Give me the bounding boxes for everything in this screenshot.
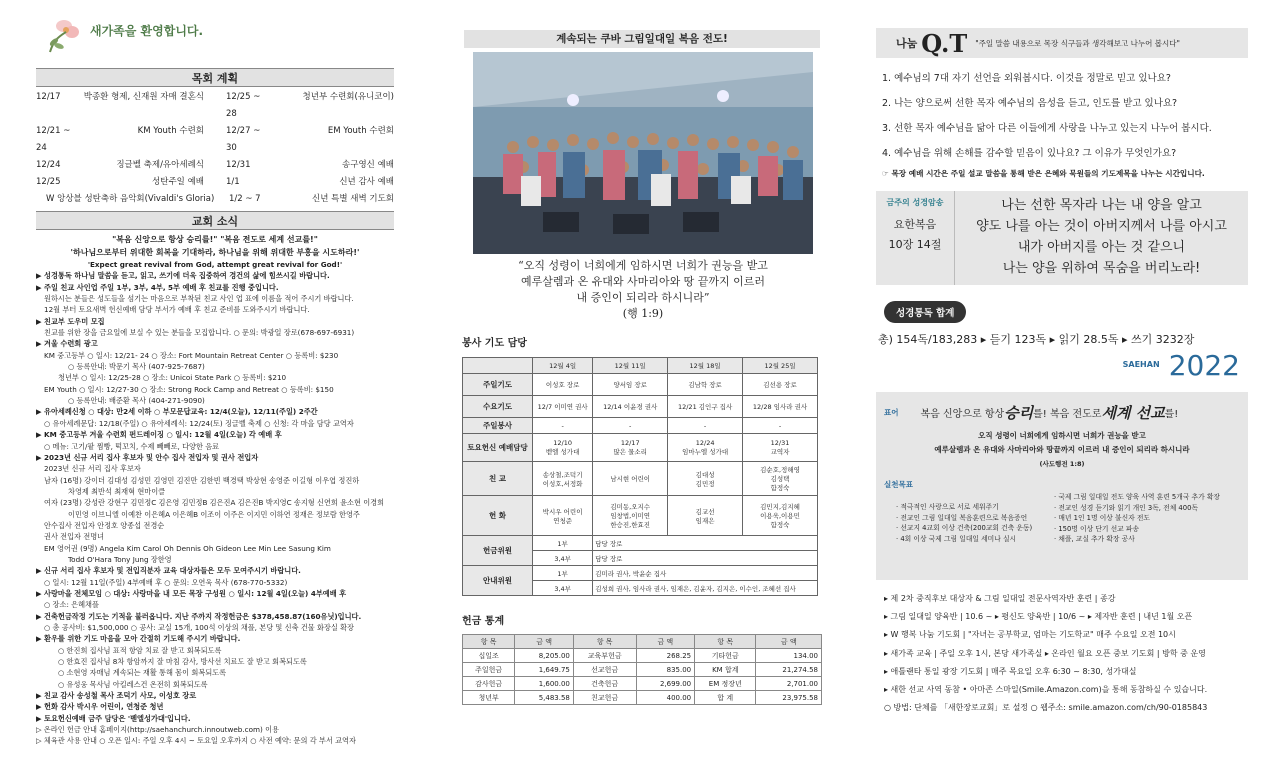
news-line: 원하시는 분들은 성도들을 섬기는 마음으로 부착된 친교 사인 업 표에 이름을 적어 주시기 바랍니다. (44, 294, 354, 304)
news-line: 이민영 이브니엘 이예찬 이은혜A 이은혜B 이조이 이주은 이지민 이하연 정재은 정보람 한영주 (68, 509, 360, 519)
news-line: 친교를 위한 장을 금요일에 보실 수 있는 분들을 모집합니다. ○ 문의: 박광일 장로(678-697-6931) (44, 328, 355, 338)
schedule-date: 12/21 ~ 24 (36, 126, 71, 153)
schedule-row (36, 157, 394, 174)
goal-item: · 매년 1인 1명 이상 불신자 전도 (1054, 514, 1150, 522)
goal-item: · 전교인 그림 일대일 복음훈련으로 복음증언 (896, 513, 1028, 522)
news-line: 여자 (23명) 강성란 강현구 김민정C 김은영 김민정B 김은진A 김은진B 박지영C 송지형 신연희 윤소현 이경희 (44, 498, 385, 508)
schedule-row (36, 123, 394, 157)
prayer-cell: 12/28 임사라 권사 (743, 396, 818, 418)
ministry-news (876, 590, 1248, 717)
prayer-row-label: 수요기도 (463, 396, 533, 418)
offering-header: 항 목 (573, 635, 636, 649)
offering-header: 금 액 (756, 635, 822, 649)
goal-item: · 선교지 4교회 이상 건축(200교회 건축 운동) (896, 524, 1033, 532)
money-names: 담당 장로 (593, 536, 818, 551)
news-line: ○ 유성웅 목사님 아킬레스건 온전히 회복되도록 (58, 679, 208, 689)
schedule-date: 12/25 ~ 28 (226, 92, 261, 119)
mission-group-photo (473, 52, 813, 254)
schedule-row (36, 89, 394, 123)
offering-header: 항 목 (463, 635, 515, 649)
news-line: 권사 전입자 전명녀 (44, 532, 105, 542)
news-line: ▶ 건축헌금작정 기도는 기적을 불러옵니다. 지난 주까지 작정헌금은 $378,458.87(160유닛)입니다. (36, 611, 362, 621)
news-line: ▷ 온라인 헌금 안내 홈페이지(http://saehanchurch.innoutweb.com) 이용 (36, 725, 279, 735)
news-line: ▶ 신규 서리 집사 후보자 및 전입직분자 교육 대상자들은 모두 모여주시기 바랍니다. (36, 566, 301, 576)
offering-cell: 2,701.00 (756, 677, 822, 691)
motto-text-a: 복음 신앙으로 항상 (920, 409, 1005, 420)
goals-left (884, 492, 1054, 545)
motto-verse-ref: (사도행전 1:8) (1039, 460, 1085, 468)
schedule-item: 박종환 형제, 신재원 자매 결혼식 (83, 92, 204, 102)
qt-item: 4. 예수님을 위해 손해를 감수할 믿음이 있나요? 그 이유가 무엇인가요? (882, 148, 1177, 159)
brand-name: SAEHAN (1122, 360, 1160, 369)
prayer-row-label: 주일봉사 (463, 418, 533, 434)
news-line: ▶ 겨울 수련회 광고 (36, 339, 98, 349)
schedule-item: 신년 감사 예배 (339, 177, 394, 187)
motto-verse (884, 429, 1240, 471)
qt-label: 나눔 (896, 37, 918, 50)
brand (876, 349, 1248, 382)
offering-title: 헌금 통계 (462, 616, 505, 627)
offering-cell: 23,975.58 (756, 691, 822, 705)
money-label: 헌금위원 (463, 536, 533, 566)
news-list (36, 230, 394, 747)
offering-cell: 친교헌금 (573, 691, 636, 705)
news-line: 청년부 ○ 일시: 12/25-28 ○ 장소: Unicoi State Park ○ 등록비: $210 (58, 373, 287, 383)
news-line: 안수집사 전입자 안정호 양종섭 전경순 (44, 520, 165, 530)
schedule-date: 12/25 (36, 177, 61, 187)
goal-item: · 국제 그림 일대일 전도 양육 사역 훈련 5개국 추가 확장 (1054, 493, 1220, 501)
offering-cell: 선교헌금 (573, 663, 636, 677)
schedule-date: 1/1 (226, 177, 240, 187)
news-line: ▶ 주일 친교 사인업 주일 1부, 3부, 4부, 5부 예배 후 친교를 진행 중입니다. (36, 282, 279, 292)
ministry-news-item: ▸ 새가족 교육 | 주일 오후 1시, 본당 새가족실 ▸ 온라인 월요 오픈 중보 기도회 | 방학 중 운영 (884, 648, 1206, 658)
money-part: 1부 (533, 536, 593, 551)
ministry-news-item: ▸ 제 2차 중직후보 대상자 & 그림 일대일 전문사역자반 훈련 | 종강 (884, 594, 1116, 603)
prayer-cell: 김대성 김민정 (668, 462, 743, 496)
memory-ref (876, 191, 954, 285)
news-line: 남자 (16명) 강이더 김대성 김성민 김영민 김진만 김한빈 백경택 박상현 송영준 이길형 이우엽 정진하 (44, 475, 360, 485)
schedule-date: W 앙상블 성탄축하 음악회(Vivaldi's Gloria) (46, 194, 215, 204)
offering-cell: 5,483.58 (515, 691, 574, 705)
offering-cell: 2,699.00 (636, 677, 695, 691)
goal-item: · 4회 이상 국제 그림 일대일 세미나 실시 (896, 534, 1017, 543)
motto-label: 표어 (884, 408, 899, 417)
qt-list (876, 66, 1248, 166)
motto-victory: 승리 (1004, 404, 1034, 422)
right-column (876, 0, 1248, 777)
offering-cell: 청년부 (463, 691, 515, 705)
memory-book: 요한복음 (893, 218, 937, 231)
news-line: "복음 신앙으로 항상 승리를!" "복음 전도로 세계 선교를!" (112, 235, 318, 244)
prayer-cell: 12/7 이미연 권사 (533, 396, 593, 418)
goals-list (884, 492, 1240, 545)
prayer-cell: 박시우 어린이 연청준 (533, 496, 593, 536)
prayer-cell: 송상철,조덕기 이성호,서정화 (533, 462, 593, 496)
news-line: ○ 메뉴: 고기/팥 찜빵, 떡꼬치, 수제 빼빼로, 다양한 음료 (44, 441, 220, 451)
prayer-date-header: 12월 25일 (743, 358, 818, 374)
news-line: ▶ 사랑마을 전체모임 ○ 대상: 사랑마을 내 모든 목장 구성원 ○ 일시: 12월 4일(오늘) 4부예배 후 (36, 588, 347, 598)
offering-cell: 주일헌금 (463, 663, 515, 677)
offering-header: 금 액 (636, 635, 695, 649)
ministry-news-item: ▸ W 행복 나눔 기도회 | "자녀는 공부학교, 엄마는 기도학교" 매주 수요일 오전 10시 (884, 630, 1176, 640)
news-line: KM 중고등부 ○ 일시: 12/21- 24 ○ 장소: Fort Mountain Retreat Center ○ 등록비: $230 (44, 350, 339, 360)
prayer-title: 봉사 기도 담당 (462, 338, 527, 349)
news-line: ▶ 친교 감사 송성철 목사 조덕기 사모, 이성호 장로 (36, 691, 197, 701)
prayer-cell: 김남학 장로 (668, 374, 743, 396)
prayer-cell: 12/31 교역자 (743, 434, 818, 462)
prayer-table (462, 357, 818, 596)
bible-reading-stats: 총) 154독/183,283 ▸ 듣기 123독 ▸ 읽기 28.5독 ▸ 쓰기 3232장 (878, 333, 1195, 346)
offering-cell: 합 계 (695, 691, 756, 705)
prayer-cell: 김민지,김지혜 이용욱,이용민 함정숙 (743, 496, 818, 536)
news-line: ○ 유아세례문답: 12/18(주일) ○ 유아세례식: 12/24(토) 징글벨 축제 ○ 신청: 각 마을 담당 교역자 (44, 418, 354, 428)
schedule-row (36, 191, 394, 208)
brand-year: 2022 (1168, 349, 1240, 382)
qt-header (876, 28, 1248, 58)
schedule-list (36, 87, 394, 210)
news-line: ▶ 환우를 위한 기도 마음을 모아 간절히 기도해 주시기 바랍니다. (36, 634, 241, 644)
prayer-header-blank (463, 358, 533, 374)
news-title: 교회 소식 (36, 211, 394, 230)
prayer-row-label: 친 교 (463, 462, 533, 496)
offering-cell: 21,274.58 (756, 663, 822, 677)
news-line: ○ 등록안내: 박문기 목사 (407-925-7687) (68, 362, 205, 372)
guide-part: 3,4부 (533, 581, 593, 596)
goal-item: · 채플, 교실 추가 확장 공사 (1054, 535, 1135, 543)
prayer-cell: 12/24 임마누엘 성가대 (668, 434, 743, 462)
schedule-title: 목회 계획 (36, 68, 394, 87)
news-line: EM Youth ○ 일시: 12/27-30 ○ 장소: Strong Rock Camp and Retreat ○ 등록비: $150 (44, 384, 334, 394)
left-column (36, 0, 394, 777)
prayer-row-label: 주일기도 (463, 374, 533, 396)
news-line: ▶ KM 중고등부 겨울 수련회 펀드레이징 ○ 일시: 12월 4일(오늘) 각 예배 후 (36, 430, 282, 440)
schedule-item: 송구영신 예배 (342, 160, 394, 170)
qt-desc: "주일 말씀 내용으로 목장 식구들과 생각해보고 나누어 봅시다" (975, 38, 1180, 48)
ministry-news-item: ▸ 새한 선교 사역 동참 • 아마존 스마일(Smile.Amazon.com)을 통해 동참하실 수 있습니다. (884, 685, 1208, 695)
qt-note: ☞ 목장 예배 시간은 주일 설교 말씀을 통해 받은 은혜와 묵원들의 기도제목을 나누는 시간입니다. (882, 169, 1205, 178)
money-part: 3,4부 (533, 551, 593, 566)
ministry-news-item: ○ 방법: 단체를 「새한장로교회」로 설정 ○ 웹주소: smile.amazon.com/ch/90-0185843 (884, 703, 1208, 713)
prayer-row-label: 헌 화 (463, 496, 533, 536)
news-line: 'Expect great revival from God, attempt great revival for God!' (87, 260, 343, 269)
news-line: EM 영어권 (9명) Angela Kim Carol Oh Dennis Oh Gideon Lee Min Lee Sasung Kim (44, 543, 331, 553)
motto-mission: 세계 선교 (1101, 404, 1165, 422)
memory-line: 내가 아버지를 아는 것 같으니 (1017, 240, 1186, 255)
offering-table (462, 634, 822, 705)
offering-cell: 134.00 (756, 649, 822, 663)
mission-verse (462, 258, 824, 322)
schedule-item: 청년부 수련회(유니코이) (302, 92, 394, 102)
flower-icon (44, 14, 84, 54)
offering-cell: 1,600.00 (515, 677, 574, 691)
offering-cell: 교육부헌금 (573, 649, 636, 663)
prayer-cell: 이성호 장로 (533, 374, 593, 396)
prayer-cell: - (533, 418, 593, 434)
offering-cell: 기타헌금 (695, 649, 756, 663)
prayer-cell: 김순호,정해영 김성택 함정숙 (743, 462, 818, 496)
offering-cell: 400.00 (636, 691, 695, 705)
news-line: 12월 부터 토요새벽 헌신예배 담당 부서가 예배 후 친교 준비를 도와주시기 바랍니다. (44, 305, 310, 315)
prayer-date-header: 12월 4일 (533, 358, 593, 374)
schedule-item: 성탄주일 예배 (152, 177, 204, 187)
guide-label: 안내위원 (463, 566, 533, 596)
offering-cell: 감사헌금 (463, 677, 515, 691)
offering-cell: KM 합계 (695, 663, 756, 677)
schedule-date: 1/2 ~ 7 (228, 194, 261, 204)
schedule-item: KM Youth 수련회 (137, 126, 204, 136)
memory-line: 나는 선한 목자라 나는 내 양을 알고 (1001, 198, 1202, 213)
schedule-date: 12/24 (36, 160, 61, 170)
prayer-cell: 12/14 이윤경 권사 (593, 396, 668, 418)
verse-line: “오직 성령이 너희에게 임하시면 너희가 권능을 받고 (518, 259, 768, 272)
welcome-header (36, 0, 394, 68)
news-line: Todd O'Hara Tony Jung 장한영 (68, 554, 172, 564)
qt-item: 3. 선한 목자 예수님을 닮아 다른 이들에게 사랑을 나누고 있는지 나누어 봅시다. (882, 123, 1212, 134)
offering-cell: 1,649.75 (515, 663, 574, 677)
schedule-item: 징글벨 축제/유아세례식 (116, 160, 204, 170)
guide-names: 김미라 권사, 박윤순 집사 (593, 566, 818, 581)
motto-text-e: 를! (1164, 409, 1179, 420)
goal-item: · 적극적인 사랑으로 서로 세워주기 (896, 503, 999, 511)
prayer-date-header: 12월 11일 (593, 358, 668, 374)
offering-cell: 건축헌금 (573, 677, 636, 691)
prayer-cell: 양서임 장로 (593, 374, 668, 396)
offering-cell: EM 정장년 (695, 677, 756, 691)
offering-cell: 십일조 (463, 649, 515, 663)
prayer-cell: - (593, 418, 668, 434)
news-line: ○ 장소: 은혜채플 (44, 600, 99, 610)
offering-cell: 835.00 (636, 663, 695, 677)
news-line: ○ 일시: 12월 11일(주일) 4부예배 후 ○ 문의: 오연욱 목사 (678-770-5332) (44, 577, 288, 587)
qt-item: 1. 예수님의 7대 자기 선언을 외워봅시다. 이것을 정말로 믿고 있나요? (882, 73, 1171, 84)
memory-text (954, 191, 1248, 285)
memory-line: 양도 나를 아는 것이 아버지께서 나를 아시고 (976, 219, 1227, 234)
news-line: ○ 한효진 집사님 8차 항암까지 잘 마침 감사, 방사선 치료도 잘 받고 회복되도록 (58, 657, 307, 667)
mission-title: 계속되는 쿠바 그림일대일 복음 전도! (464, 30, 820, 48)
news-line: ○ 등록안내: 배준환 목사 (404-271-9090) (68, 396, 205, 406)
ministry-news-item: ▸ 그림 일대일 양육반 | 10.6 ~ ▸ 평신도 양육반 | 10/6 ~ ▸ 제자반 훈련 | 내년 1월 오픈 (884, 612, 1193, 622)
prayer-cell: - (743, 418, 818, 434)
schedule-date: 12/31 (226, 160, 251, 170)
verse-line: 예루살렘과 온 유대와 사마리아와 땅 끝까지 이르러 (520, 275, 766, 288)
money-names: 담당 장로 (593, 551, 818, 566)
prayer-cell: 12/17 많은 물소리 (593, 434, 668, 462)
news-line: ▷ 체육관 사용 안내 ○ 오픈 일시: 주일 오후 4시 ~ 토요일 오후까지 ○ 사전 예약: 문의 각 부서 교역자 (36, 736, 356, 746)
news-line: 2023년 신규 서리 집사 후보자 (44, 464, 141, 474)
prayer-date-header: 12월 18일 (668, 358, 743, 374)
news-line: ▶ 2023년 신규 서리 집사 후보자 및 안수 집사 전입자 및 권사 전입자 (36, 452, 259, 462)
schedule-date: 12/27 ~ 30 (226, 126, 261, 153)
news-line: ▶ 헌화 감사 박시우 어린이, 연청준 청년 (36, 702, 164, 712)
offering-header: 금 액 (515, 635, 574, 649)
motto-line (884, 402, 1240, 423)
goal-item: · 150명 이상 단기 선교 파송 (1054, 524, 1140, 533)
schedule-item: 신년 특별 새벽 기도회 (312, 194, 394, 204)
motto-verse-line: 오직 성령이 너희에게 임하시면 너희가 권능을 받고 (978, 431, 1146, 440)
verse-line: 내 증인이 되리라 하시니라” (576, 291, 710, 304)
qt-item: 2. 나는 양으로써 선한 목자 예수님의 음성을 듣고, 인도를 받고 있나요? (882, 98, 1178, 109)
prayer-row-label: 토요헌신 예배담당 (463, 434, 533, 462)
verse-ref: (행 1:9) (622, 307, 664, 320)
news-line: ○ 한진희 집사님 표적 항암 치료 잘 받고 회복되도록 (58, 645, 222, 655)
schedule-date: 12/17 (36, 92, 61, 102)
news-line: ○ 소현영 자매님 계속되는 재활 통해 몸이 회복되도록 (58, 668, 227, 678)
prayer-cell: 김선용 장로 (743, 374, 818, 396)
bible-reading-label: 성경통독 합계 (884, 301, 966, 323)
news-line: '하나님으로부터 위대한 회복을 기대하라, 하나님을 위해 위대한 부흥을 시도하라!' (70, 248, 360, 257)
memory-chapter: 10장 14절 (888, 238, 942, 251)
welcome-text: 새가족을 환영합니다. (90, 24, 204, 38)
prayer-cell: 김교선 임재은 (668, 496, 743, 536)
guide-names: 김성희 권사, 임사라 권사, 임재은, 김윤자, 김지은, 이수인, 조혜선 집사 (593, 581, 818, 596)
ministry-news-item: ▸ 애틀랜타 통일 광장 기도회 | 매주 목요일 오후 6:30 ~ 8:30, 성가대실 (884, 666, 1137, 676)
qt-big: Q.T (921, 28, 968, 58)
goal-item: · 전교인 성경 듣기와 읽기 개인 3독, 전체 400독 (1054, 503, 1198, 512)
motto-text-c: 를! 복음 전도로 (1033, 409, 1102, 420)
news-line: ▶ 친교부 도우미 모집 (36, 316, 105, 326)
memory-label: 금주의 성경암송 (886, 198, 944, 207)
offering-cell: 8,205.00 (515, 649, 574, 663)
news-line: ○ 총 공사비: $1,500,000 ○ 공사: 교실 15개, 100석 이상의 채플, 본당 및 신축 건물 화장실 확장 (44, 623, 354, 632)
prayer-cell: 12/21 김인구 집사 (668, 396, 743, 418)
goals-label: 실천목표 (884, 480, 913, 489)
news-line: 차영제 최반석 최재혁 현마이클 (68, 486, 166, 496)
prayer-cell: 남시현 어린이 (593, 462, 668, 496)
middle-column (462, 0, 824, 777)
schedule-item: EM Youth 수련회 (327, 126, 394, 136)
news-line: ▶ 성경통독 하나님 말씀을 듣고, 읽고, 쓰기에 더욱 집중하여 경건의 삶에 힘쓰시길 바랍니다. (36, 271, 330, 281)
news-line: ▶ 토요헌신예배 금주 담당은 '벧엘성가대'입니다. (36, 713, 191, 723)
guide-part: 1부 (533, 566, 593, 581)
schedule-row (36, 174, 394, 191)
prayer-cell: 12/10 벧엘 성가대 (533, 434, 593, 462)
news-line: ▶ 유아세례신청 ○ 대상: 만2세 이하 ○ 부모문답교육: 12/4(오늘), 12/11(주일) 2주간 (36, 407, 318, 417)
offering-header: 항 목 (695, 635, 756, 649)
offering-cell: 268.25 (636, 649, 695, 663)
motto-box (876, 392, 1248, 580)
goals-right (1054, 492, 1240, 545)
memory-line: 나는 양을 위하여 목숨을 버리노라! (1002, 261, 1201, 276)
motto-verse-line: 예루살렘과 온 유대와 사마리아와 땅끝까지 이르러 내 증인이 되리라 하시니라 (934, 445, 1190, 454)
prayer-cell: - (668, 418, 743, 434)
prayer-cell: 김미동,오지수 임창법,이미연 한승진,한효진 (593, 496, 668, 536)
memory-verse-box (876, 191, 1248, 285)
